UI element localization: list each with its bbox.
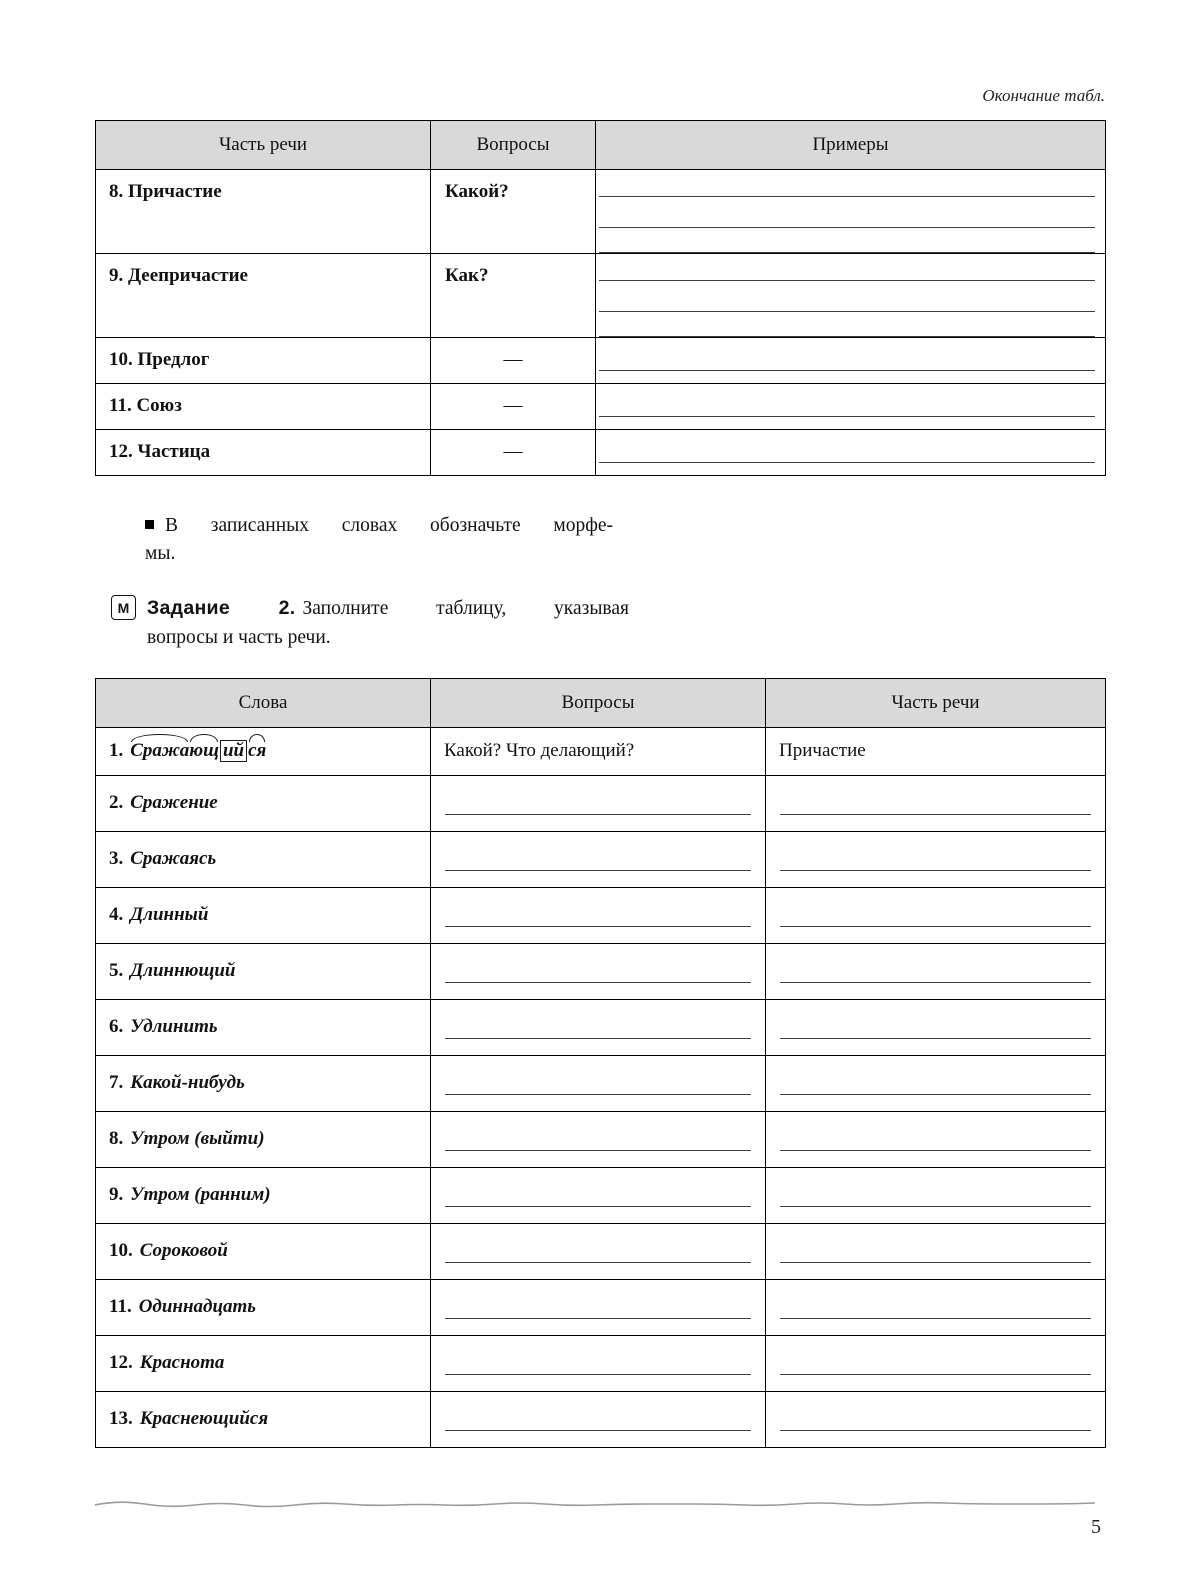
- table-row: [96, 831, 1106, 887]
- column-header-words: Слова: [96, 678, 431, 727]
- answer-line: [445, 1000, 751, 1039]
- answer-line: [445, 776, 751, 815]
- question-cell: [431, 1167, 766, 1223]
- table-row: [96, 430, 1106, 476]
- task-text: Заполните таблицу, указывая: [302, 598, 629, 620]
- bullet-text-line: [145, 512, 613, 540]
- task-block: [111, 594, 629, 652]
- answer-line: [599, 312, 1095, 337]
- question-cell: —: [431, 338, 596, 384]
- word-cell: [96, 887, 431, 943]
- answer-line: [445, 1112, 751, 1151]
- question-cell: [431, 1279, 766, 1335]
- row-number: 11.: [109, 1296, 132, 1318]
- part-of-speech-cell: [766, 1391, 1106, 1447]
- table-row: [96, 1055, 1106, 1111]
- table-header-row: [96, 121, 1106, 170]
- word-cell: [96, 943, 431, 999]
- table-row: [96, 943, 1106, 999]
- examples-cell: [596, 430, 1106, 476]
- column-header-part-of-speech: Часть речи: [96, 121, 431, 170]
- examples-cell: [596, 384, 1106, 430]
- answer-line: [599, 338, 1095, 371]
- answer-line: [445, 1168, 751, 1207]
- column-header-questions: Вопросы: [431, 121, 596, 170]
- part-of-speech-cell: [766, 1055, 1106, 1111]
- answer-line: [599, 228, 1095, 253]
- part-of-speech-cell: 9. Деепричастие: [96, 254, 431, 338]
- footer-divider: [95, 1496, 1105, 1506]
- question-cell: [431, 1055, 766, 1111]
- question-cell: Как?: [431, 254, 596, 338]
- answer-line: [445, 1224, 751, 1263]
- question-cell: [431, 831, 766, 887]
- row-number: 13.: [109, 1408, 133, 1430]
- question-cell: [431, 1391, 766, 1447]
- table-row: [96, 1335, 1106, 1391]
- question-cell: —: [431, 384, 596, 430]
- word-cell: [96, 1279, 431, 1335]
- answer-line: [780, 1280, 1091, 1319]
- table-row: [96, 1111, 1106, 1167]
- answer-line: [780, 944, 1091, 983]
- word: Сражаясь: [130, 848, 217, 870]
- row-number: 2.: [109, 792, 124, 814]
- table-row: [96, 887, 1106, 943]
- answer-line: [599, 281, 1095, 312]
- examples-cell: [596, 170, 1106, 254]
- part-of-speech-cell: Причастие: [766, 727, 1106, 775]
- table-row: [96, 727, 1106, 775]
- word: Краснеющийся: [139, 1408, 269, 1430]
- table-row: [96, 254, 1106, 338]
- answer-line: [780, 776, 1091, 815]
- part-of-speech-cell: [766, 1335, 1106, 1391]
- part-of-speech-cell: 10. Предлог: [96, 338, 431, 384]
- answer-line: [780, 1168, 1091, 1207]
- part-of-speech-cell: [766, 999, 1106, 1055]
- answer-line: [780, 1224, 1091, 1263]
- answer-line: [445, 888, 751, 927]
- morpheme-root: Сража: [130, 740, 190, 762]
- word-cell: [96, 727, 431, 775]
- column-header-examples: Примеры: [596, 121, 1106, 170]
- row-number: 10.: [109, 1240, 133, 1262]
- part-of-speech-cell: [766, 1279, 1106, 1335]
- task-m-icon-letter: М: [117, 599, 130, 616]
- bullet-text: мы.: [145, 542, 176, 564]
- word-cell: [96, 1167, 431, 1223]
- question-cell: [431, 775, 766, 831]
- table-row: [96, 999, 1106, 1055]
- continuation-note: Окончание табл.: [982, 86, 1105, 105]
- word: Сражение: [130, 792, 218, 814]
- word: Утром (ранним): [130, 1184, 271, 1206]
- table-row: [96, 775, 1106, 831]
- answer-line: [599, 170, 1095, 197]
- column-header-part-of-speech: Часть речи: [766, 678, 1106, 727]
- word: Одиннадцать: [138, 1296, 256, 1318]
- question-cell: [431, 1111, 766, 1167]
- row-number: 7.: [109, 1072, 124, 1094]
- question-cell: [431, 887, 766, 943]
- answer-line: [599, 430, 1095, 463]
- row-number: 12.: [109, 1352, 133, 1374]
- row-number: 5.: [109, 960, 124, 982]
- table-row: [96, 1391, 1106, 1447]
- parts-of-speech-table: [95, 120, 1106, 476]
- answer-line: [445, 1392, 751, 1431]
- word: Сороковой: [139, 1240, 228, 1262]
- task-label: Задание 2.: [147, 597, 296, 620]
- table-row: [96, 384, 1106, 430]
- answer-line: [780, 1056, 1091, 1095]
- question-cell: [431, 943, 766, 999]
- morpheme-ending: ий: [220, 740, 247, 762]
- word-cell: [96, 999, 431, 1055]
- word: Какой-нибудь: [130, 1072, 245, 1094]
- answer-line: [780, 1112, 1091, 1151]
- answer-line: [599, 384, 1095, 417]
- table-row: [96, 338, 1106, 384]
- examples-cell: [596, 338, 1106, 384]
- task-text-line: [147, 594, 629, 623]
- answer-line: [445, 944, 751, 983]
- words-table: [95, 678, 1106, 1448]
- bullet-text: В записанных словах обозначьте морфе-: [165, 515, 613, 536]
- part-of-speech-cell: [766, 1111, 1106, 1167]
- answer-line: [599, 254, 1095, 281]
- column-header-questions: Вопросы: [431, 678, 766, 727]
- row-number: 4.: [109, 904, 124, 926]
- word-cell: [96, 831, 431, 887]
- task-m-icon: [111, 595, 136, 620]
- bullet-square-icon: [145, 520, 154, 529]
- answer-line: [780, 888, 1091, 927]
- question-cell: —: [431, 430, 596, 476]
- part-of-speech-cell: [766, 1167, 1106, 1223]
- question-cell: [431, 1335, 766, 1391]
- question-cell: [431, 1223, 766, 1279]
- word-cell: [96, 1391, 431, 1447]
- answer-line: [599, 197, 1095, 228]
- table-row: [96, 1223, 1106, 1279]
- question-cell: Какой? Что делающий?: [431, 727, 766, 775]
- examples-cell: [596, 254, 1106, 338]
- word: Удлинить: [130, 1016, 218, 1038]
- part-of-speech-cell: [766, 1223, 1106, 1279]
- morpheme-postfix: ся: [248, 740, 267, 762]
- question-cell: [431, 999, 766, 1055]
- table-row: [96, 170, 1106, 254]
- row-number: 9.: [109, 1184, 124, 1206]
- answer-line: [780, 832, 1091, 871]
- word: Длинный: [130, 904, 209, 926]
- part-of-speech-cell: 8. Причастие: [96, 170, 431, 254]
- page-number: 5: [1091, 1515, 1101, 1538]
- word-cell: [96, 1055, 431, 1111]
- word: Утром (выйти): [130, 1128, 265, 1150]
- task-text: вопросы и часть речи.: [147, 626, 331, 648]
- question-cell: Какой?: [431, 170, 596, 254]
- word: Длиннющий: [130, 960, 236, 982]
- part-of-speech-cell: [766, 887, 1106, 943]
- row-number: 3.: [109, 848, 124, 870]
- table-header-row: [96, 678, 1106, 727]
- word-cell: [96, 1223, 431, 1279]
- bullet-item: [145, 512, 613, 567]
- answer-line: [780, 1000, 1091, 1039]
- morpheme-suffix: ющ: [189, 740, 219, 762]
- answer-line: [445, 832, 751, 871]
- answer-line: [445, 1280, 751, 1319]
- table-row: [96, 1279, 1106, 1335]
- answer-line: [780, 1336, 1091, 1375]
- row-number: 6.: [109, 1016, 124, 1038]
- table-row: [96, 1167, 1106, 1223]
- part-of-speech-cell: [766, 943, 1106, 999]
- row-number: 1.: [109, 740, 124, 762]
- part-of-speech-cell: 12. Частица: [96, 430, 431, 476]
- part-of-speech-cell: [766, 775, 1106, 831]
- answer-line: [445, 1056, 751, 1095]
- answer-line: [780, 1392, 1091, 1431]
- word: Краснота: [139, 1352, 225, 1374]
- word-cell: [96, 775, 431, 831]
- word-cell: [96, 1111, 431, 1167]
- answer-line: [445, 1336, 751, 1375]
- row-number: 8.: [109, 1128, 124, 1150]
- word-cell: [96, 1335, 431, 1391]
- part-of-speech-cell: [766, 831, 1106, 887]
- part-of-speech-cell: 11. Союз: [96, 384, 431, 430]
